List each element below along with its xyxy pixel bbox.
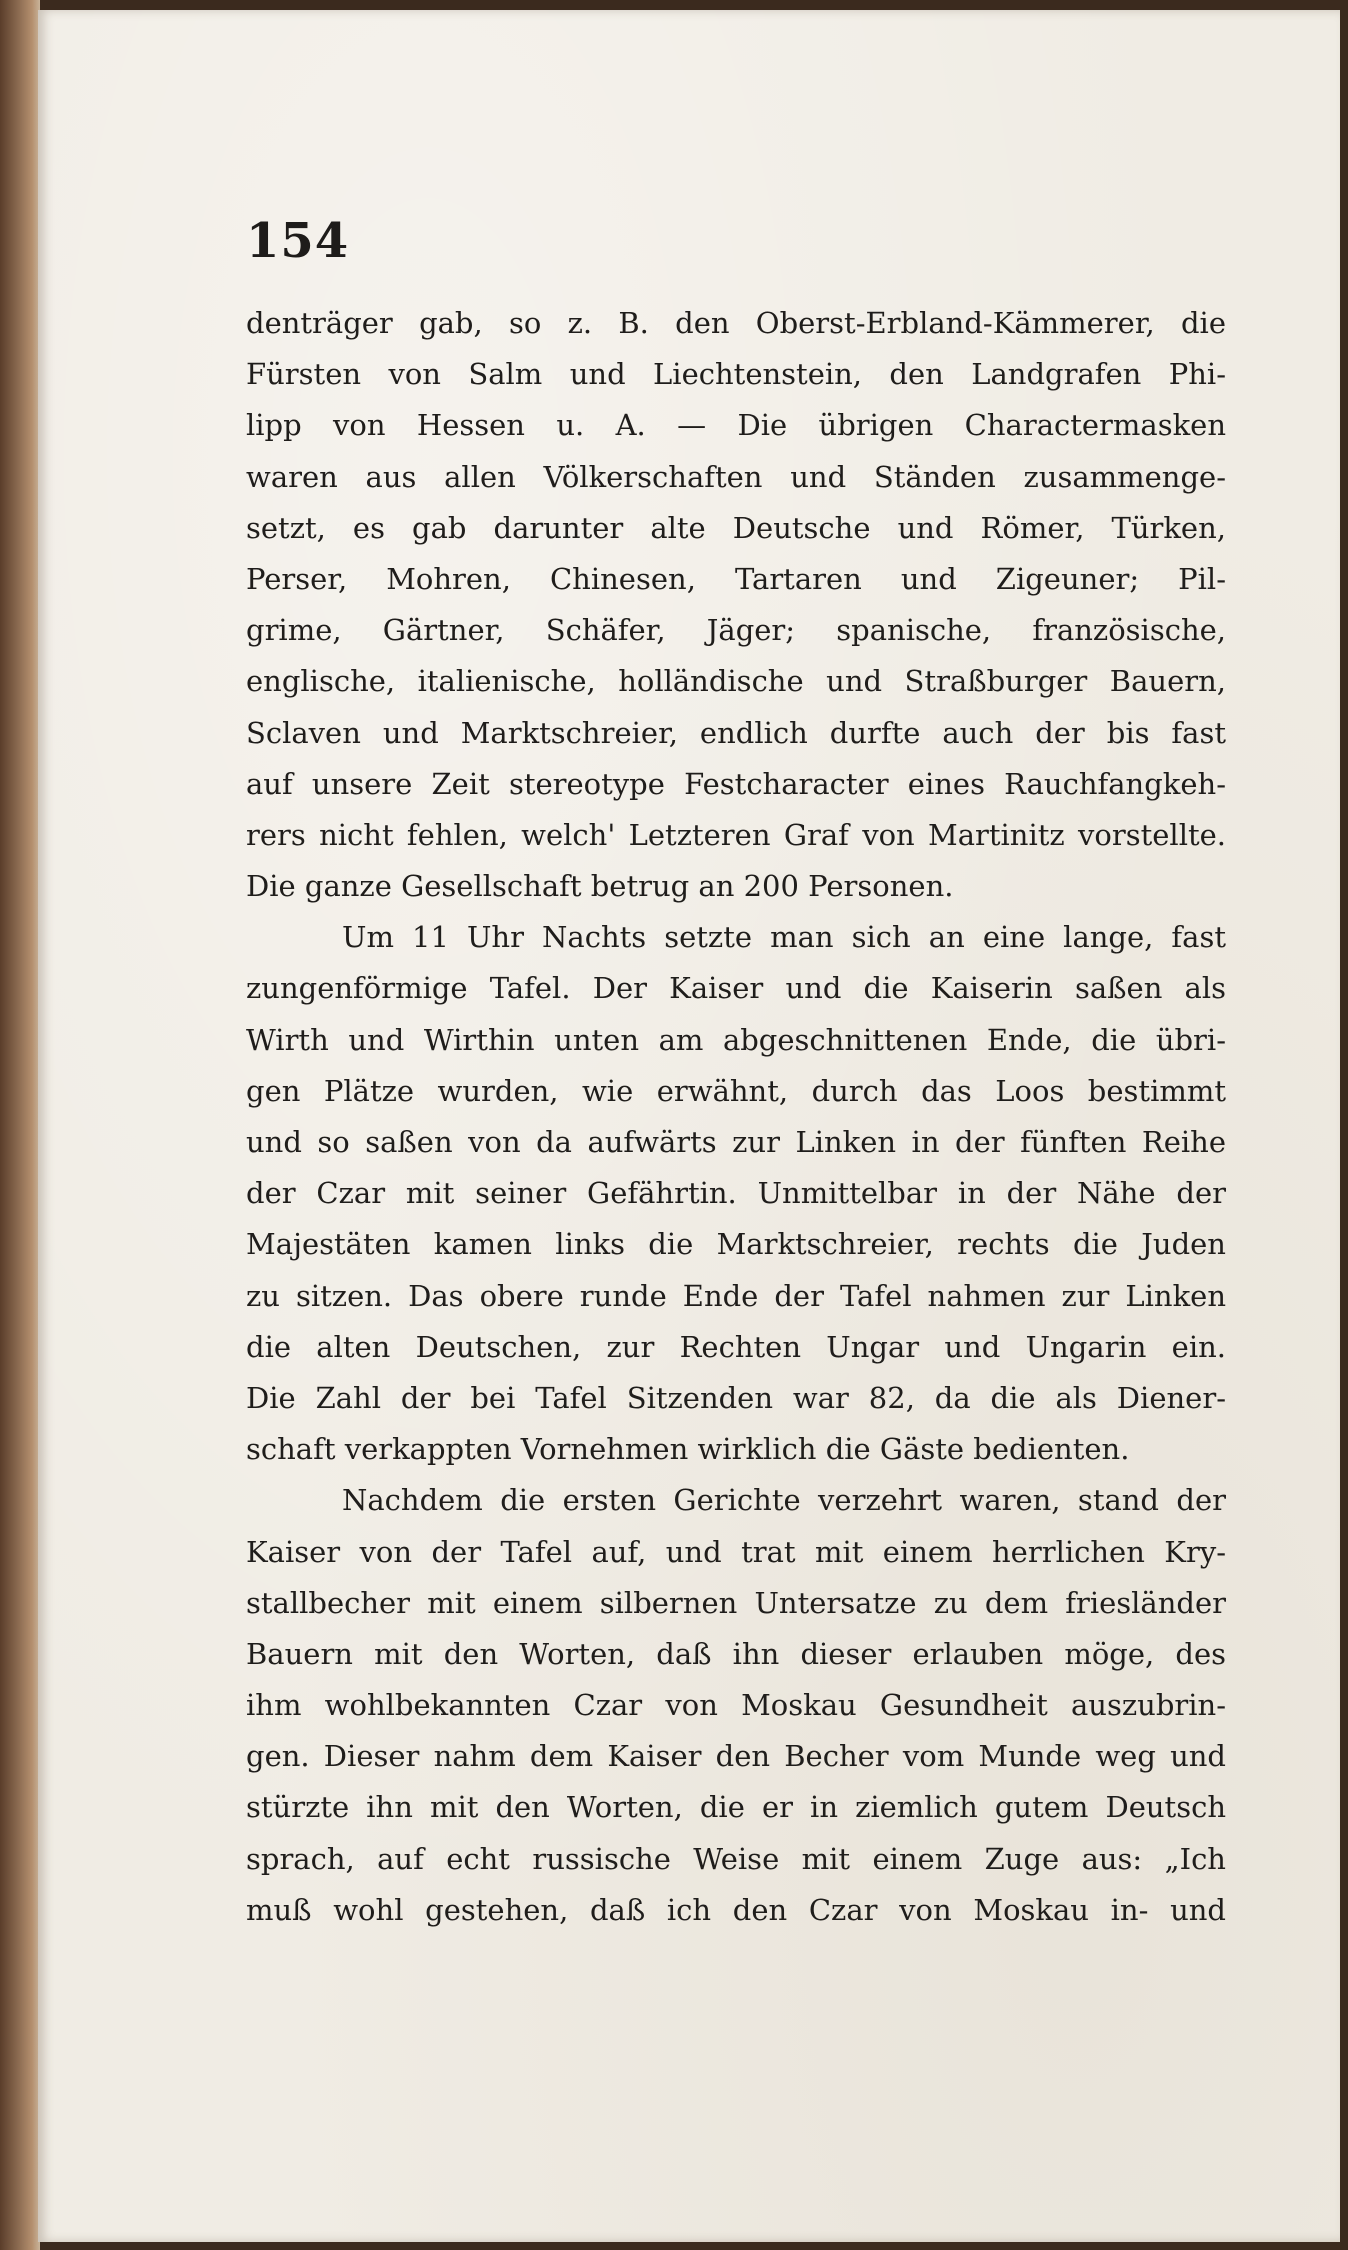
- text-line: grime, Gärtner, Schäfer, Jäger; spanische, französische,: [246, 613, 1226, 648]
- book-binding-edge: [0, 0, 40, 2250]
- text-line: die alten Deutschen, zur Rechten Ungar und Ungarin ein.: [246, 1329, 1226, 1364]
- text-line: rers nicht fehlen, welch' Letzteren Graf von Martinitz vorstellte.: [246, 817, 1226, 852]
- body-text: [246, 298, 1226, 1936]
- text-line: waren aus allen Völkerschaften und Ständen zusammenge-: [246, 459, 1226, 494]
- text-line: muß wohl gestehen, daß ich den Czar von Moskau in- und: [246, 1892, 1226, 1927]
- text-line: auf unsere Zeit stereotype Festcharacter eines Rauchfangkeh-: [246, 766, 1226, 801]
- text-line: lipp von Hessen u. A. — Die übrigen Charactermasken: [246, 408, 1226, 443]
- text-line: sprach, auf echt russische Weise mit einem Zuge aus: „Ich: [246, 1841, 1226, 1876]
- text-line: Bauern mit den Worten, daß ihn dieser erlauben möge, des: [246, 1636, 1226, 1671]
- text-line: Sclaven und Marktschreier, endlich durfte auch der bis fast: [246, 715, 1226, 750]
- text-line: zungenförmige Tafel. Der Kaiser und die Kaiserin saßen als: [246, 971, 1226, 1006]
- text-line: gen. Dieser nahm dem Kaiser den Becher vom Munde weg und: [246, 1739, 1226, 1774]
- text-line: gen Plätze wurden, wie erwähnt, durch das Loos bestimmt: [246, 1073, 1226, 1108]
- text-line: Majestäten kamen links die Marktschreier, rechts die Juden: [246, 1227, 1226, 1262]
- text-line: Die ganze Gesellschaft betrug an 200 Personen.: [246, 869, 954, 904]
- text-line: schaft verkappten Vornehmen wirklich die Gäste bedienten.: [246, 1432, 1130, 1467]
- text-line: denträger gab, so z. B. den Oberst-Erbland-Kämmerer, die: [246, 306, 1226, 340]
- text-line: und so saßen von da aufwärts zur Linken in der fünften Reihe: [246, 1125, 1226, 1159]
- text-line: setzt, es gab darunter alte Deutsche und Römer, Türken,: [246, 510, 1226, 545]
- text-line: ihm wohlbekannten Czar von Moskau Gesundheit auszubrin-: [246, 1688, 1226, 1723]
- text-line: stürzte ihn mit den Worten, die er in ziemlich gutem Deutsch: [246, 1790, 1226, 1825]
- text-line: stallbecher mit einem silbernen Untersatze zu dem friesländer: [246, 1585, 1226, 1620]
- page-number: 154: [246, 213, 350, 269]
- text-line: englische, italienische, holländische und Straßburger Bauern,: [246, 664, 1226, 699]
- text-line: Die Zahl der bei Tafel Sitzenden war 82, da die als Diener-: [246, 1380, 1226, 1415]
- text-line: Um 11 Uhr Nachts setzte man sich an eine lange, fast: [342, 920, 1226, 955]
- text-line: zu sitzen. Das obere runde Ende der Tafel nahmen zur Linken: [246, 1278, 1226, 1313]
- text-line: Perser, Mohren, Chinesen, Tartaren und Zigeuner; Pil-: [246, 561, 1226, 596]
- text-line: Wirth und Wirthin unten am abgeschnittenen Ende, die übri-: [246, 1022, 1226, 1057]
- text-line: der Czar mit seiner Gefährtin. Unmittelbar in der Nähe der: [246, 1176, 1226, 1211]
- text-line: Fürsten von Salm und Liechtenstein, den Landgrafen Phi-: [246, 357, 1226, 392]
- book-page: [38, 10, 1340, 2242]
- text-line: Nachdem die ersten Gerichte verzehrt waren, stand der: [342, 1483, 1226, 1518]
- text-line: Kaiser von der Tafel auf, und trat mit einem herrlichen Kry-: [246, 1534, 1226, 1569]
